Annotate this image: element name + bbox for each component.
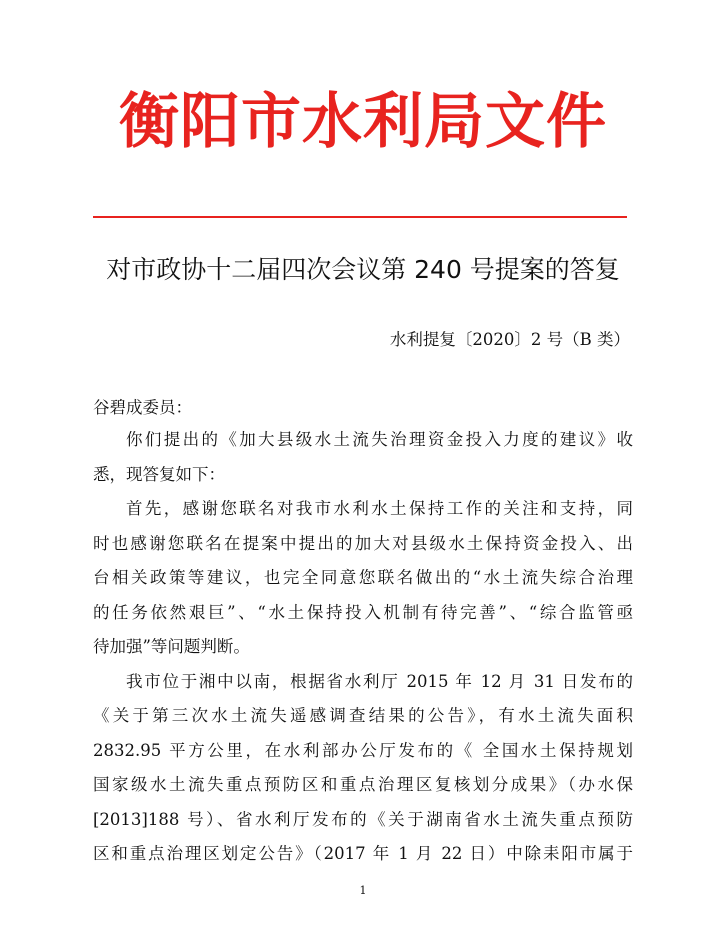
- text-line: 《关于第三次水土流失遥感调查结果的公告》，有水土流失面积: [93, 706, 633, 725]
- text-line: 你们提出的《加大县级水土流失治理资金投入力度的建议》收: [126, 430, 633, 449]
- text-line: 我市位于湘中以南，根据省水利厅 2015 年 12 月 31 日发布的: [126, 671, 633, 691]
- salutation: 谷碧成委员：: [93, 398, 192, 417]
- page-number: 1: [359, 884, 367, 897]
- text-line: 悉，现答复如下：: [93, 464, 225, 484]
- paragraph-background: [93, 665, 633, 872]
- document-body: [93, 423, 633, 872]
- text-line: 台相关政策等建议，也完全同意您联名做出的“水土流失综合治理: [93, 568, 633, 587]
- text-line: [2013]188 号）、省水利厅发布的《关于湖南省水土流失重点预防: [93, 809, 633, 829]
- paragraph-acknowledgement: [93, 423, 633, 492]
- text-line: 的任务依然艰巨”、“水土保持投入机制有待完善”、“综合监管亟: [93, 602, 633, 622]
- document-title: 对市政协十二届四次会议第 240 号提案的答复: [106, 255, 620, 284]
- agency-masthead-title: 衡阳市水利局文件: [119, 87, 607, 157]
- text-line: 国家级水土流失重点预防区和重点治理区复核划分成果》（办水保: [93, 775, 633, 794]
- paragraph-thanks: [93, 492, 633, 665]
- text-line: 时也感谢您联名在提案中提出的加大对县级水土保持资金投入、出: [93, 533, 633, 553]
- text-line: 首先，感谢您联名对我市水利水土保持工作的关注和支持，同: [126, 499, 633, 518]
- document-reference-number: 水利提复〔2020〕2 号（B 类）: [389, 330, 630, 349]
- text-line: 2832.95 平方公里，在水利部办公厅发布的《 全国水土保持规划: [93, 740, 633, 760]
- text-line: 区和重点治理区划定公告》（2017 年 1 月 22 日）中除耒阳市属于: [93, 844, 633, 863]
- text-line: 待加强”等问题判断。: [93, 637, 250, 656]
- masthead-divider-rule: [93, 216, 627, 218]
